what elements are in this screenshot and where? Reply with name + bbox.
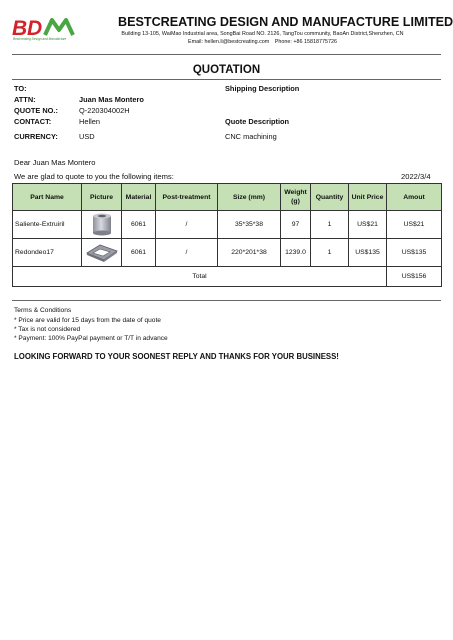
cell-post-treatment: /	[156, 211, 218, 239]
table-total-row	[13, 267, 442, 287]
cell-material: 6061	[122, 239, 156, 267]
cell-quantity: 1	[311, 211, 349, 239]
svg-text:D: D	[27, 17, 43, 38]
cell-quantity: 1	[311, 239, 349, 267]
company-phone: Phone: +86 15818775726	[274, 39, 337, 45]
cell-part-name: Redondeo17	[13, 239, 82, 267]
terms-item: * Payment: 100% PayPal payment or T/T in advance	[14, 335, 168, 342]
cell-amount: US$21	[387, 211, 442, 239]
cell-amount: US$135	[387, 239, 442, 267]
greeting-text: Dear Juan Mas Montero	[14, 158, 96, 167]
to-label: TO:	[14, 84, 27, 93]
cell-size: 220*201*38	[218, 239, 281, 267]
column-header-part-name: Part Name	[13, 184, 82, 211]
column-header-weight: Weight (g)	[281, 184, 311, 211]
title-divider	[12, 79, 441, 80]
cell-picture	[82, 239, 122, 267]
attn-label: ATTN:	[14, 95, 36, 104]
column-header-unit-price: Unit Price	[349, 184, 387, 211]
quote-no-label: QUOTE NO.:	[14, 106, 58, 115]
square-frame-part-icon	[85, 243, 119, 263]
terms-item: * Price are valid for 15 days from the date of quote	[14, 317, 161, 324]
table-row	[13, 239, 442, 267]
cell-size: 35*35*38	[218, 211, 281, 239]
cell-weight: 1239.0	[281, 239, 311, 267]
cylinder-part-icon	[90, 212, 114, 237]
column-header-material: Material	[122, 184, 156, 211]
table-row	[13, 211, 442, 239]
bdm-logo-mark-icon	[12, 16, 82, 38]
column-header-size: Size (mm)	[218, 184, 281, 211]
header-divider	[12, 54, 441, 55]
contact-label: CONTACT:	[14, 117, 52, 126]
table-header-row	[13, 184, 442, 211]
cell-unit-price: US$135	[349, 239, 387, 267]
document-title: QUOTATION	[192, 64, 261, 76]
column-header-picture: Picture	[82, 184, 122, 211]
cell-weight: 97	[281, 211, 311, 239]
quote-description-label: Quote Description	[225, 117, 290, 126]
total-value: US$156	[387, 267, 442, 287]
quote-no-value: Q-220304002H	[79, 106, 130, 115]
cell-unit-price: US$21	[349, 211, 387, 239]
closing-message: LOOKING FORWARD TO YOUR SOONEST REPLY AND THANKS FOR YOUR BUSINESS!	[14, 352, 339, 361]
company-email: Email: hellen.li@bestcreating.com	[188, 39, 270, 45]
company-name: BESTCREATING DESIGN AND MANUFACTURE LIMITED	[118, 15, 453, 29]
cell-picture	[82, 211, 122, 239]
terms-divider	[12, 300, 441, 301]
logo-tagline: Bestcreating Design and Manufacture	[13, 37, 67, 41]
cell-part-name: Saliente-Extruiril	[13, 211, 82, 239]
company-contact-line	[90, 39, 435, 45]
svg-text:B: B	[12, 17, 28, 38]
shipping-description-label: Shipping Description	[225, 84, 300, 93]
quote-description-value: CNC machining	[225, 132, 277, 141]
contact-value: Hellen	[79, 117, 100, 126]
company-address: Building 13-105, WaiMao Industrial area, SongBai Road NO. 2126, TangTou community, BaoAn District,Shenzhen, CN	[121, 31, 404, 37]
terms-item: * Tax is not considered	[14, 326, 81, 333]
column-header-amount: Amout	[387, 184, 442, 211]
column-header-quantity: Quantity	[311, 184, 349, 211]
cell-material: 6061	[122, 211, 156, 239]
items-table	[12, 183, 442, 287]
quote-date: 2022/3/4	[401, 172, 431, 181]
attn-value: Juan Mas Montero	[79, 95, 144, 104]
terms-title: Terms & Conditions	[14, 307, 72, 314]
column-header-post-treatment: Post-treatment	[156, 184, 218, 211]
cell-post-treatment: /	[156, 239, 218, 267]
intro-text: We are glad to quote to you the following items:	[14, 172, 174, 181]
total-label: Total	[13, 267, 387, 287]
currency-value: USD	[79, 132, 95, 141]
currency-label: CURRENCY:	[14, 132, 58, 141]
company-logo	[12, 16, 82, 42]
